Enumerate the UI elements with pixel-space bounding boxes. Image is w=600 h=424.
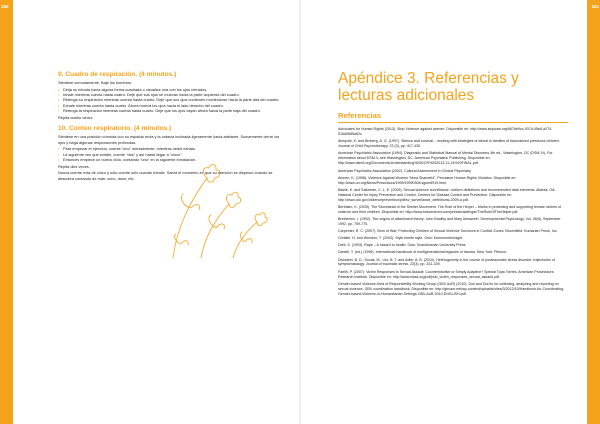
reference-entry: Advocates for Human Rights (2013). Stop Violence against women. Disponible en: http://www.stopvaw.org/667bb9cc-937d-45e8-a274-516d0685a62c.: [338, 127, 553, 137]
section-10-outro-repeat: Repita diez veces.: [58, 163, 90, 169]
references-heading: Referencias: [338, 111, 382, 121]
list-item: • Dirija su mirada hacia alguna forma cuadrada o visualice una con los ojos cerrados.: [58, 87, 286, 92]
reference-entry: Christie, H. and Weedon, T. (2003). Style meets style. Oslo: Kommuneforlaget.: [338, 236, 464, 241]
section-10-title: 10. Conteo respiratorio. (4 minutos.): [58, 125, 172, 133]
reference-entry: American Psychiatric Association (2002). Cultural Assessment in Clinical Psychiatry.: [338, 168, 472, 173]
section-9-steps: [58, 87, 286, 113]
section-9-outro: Repita cuatro veces.: [58, 114, 94, 120]
reference-entry: Bretherton, I. (1992). The origins of attachment theory: John Bowlby and Mary Ainsworth. Developmental Psychology, Vol. 28(5), September 1992, pp. 759-775.: [338, 216, 561, 226]
left-page: [13, 0, 299, 424]
reference-entry: Almqvist, K. and Broberg, A. G. (1997). Silence and survival – working with strategies of denial in families of traumatized preschool children. Journal of Child Psychotherapy, 23 (3), pp. 417-435.: [338, 139, 560, 149]
heading-divider: [338, 122, 568, 123]
list-item: • Para empezar el ejercicio, cuente “uno” mentalmente, mientras usted exhala.: [58, 146, 286, 151]
reference-entry: Faelih, P. (2007). Victim Responses to Sexual Assault: Counterintuitive or Simply Adaptive? Special Topic Series, American Prosecutors Research Institute. Disponible en: http://www.ndaa.org/pdf/pub_victim_responses_sexual_assault.pdf.: [338, 269, 554, 279]
decorative-flowers-illustration: [161, 148, 271, 260]
appendix-title: Apéndice 3. Referencias y lecturas adicionales: [338, 70, 519, 104]
reference-entry: Dickstein, B. D., Suvak, M., Litz, B. T. and Adler, A. B. (2010). Heterogeneity in the course of posttraumatic stress disorder: trajectories of symptomatology. Journal of traumatic stress, 23(3), pp. 331-339.: [338, 257, 555, 267]
reference-entry: Gender-based Violence Area of Responsibility Working Group (GBV AoR) (2010). Dos and Don’ts for collecting, analyzing and reporting on sexual violence. GBV coordination handbook. Disponible en: http://gbvaor.net/wp-content/uploads/sites/3/2012/10/Handbook-for-Coordinating-Gender-based-Violence-in-Humanitarian-Settings-GBV-AoR-2010-ENGLISH.pdf.: [338, 281, 565, 296]
list-item: • Entonces empiece un nuevo ciclo, contando “uno” en la siguiente exhalación.: [58, 157, 286, 162]
left-side-label: participación: [2, 70, 8, 99]
list-item: • Retenga su respiración mientras cuenta hasta cuatro. Deje que sus ojos continúen moviéndose hacia la parte alta del cuadro.: [58, 97, 286, 102]
right-column: [338, 71, 568, 299]
reference-entry: Basile, K. and Saltzman, C. L. E. (2009). Sexual violence surveillance: uniform definitions and recommended data elements. Atlanta, GA: National Center for Injury Prevention and Control, Centers for Disease Control and Prevention. Disponible en: http://www.cdc.gov/violenceprevention/pdf/sv_surveillance_definitionsl-2009-a.pdf.: [338, 187, 556, 202]
section-10-intro: Siéntese en una posición cómoda con su espalda recta y la cabeza inclinada ligeramente hacia adelante. Suavemente cierre los ojos y haga algunas respiraciones profundas.: [58, 134, 280, 145]
reference-entry: Berthiam, K. (2005). The Secretariat of the Shelter Movement. The Role of the Helper – Marks in protecting and supporting female victims of violence and their children. Disponible en: http://www.kriscentrum.com/presseraddingar/TheRoleOfTheHelper.pdf.: [338, 204, 561, 214]
reference-entry: Amnen, K. (1998). Violence Against Women “Most Shameful”, Pervasive Human Rights Violation. Disponible en: http://www.un.org/News/Press/docs/1999/19990308.sgsm6919.html.: [338, 175, 517, 185]
section-9-title: 9. Cuadro de respiración. (4 minutos.): [58, 71, 177, 78]
list-item: • Inhale mientras cuenta hasta cuatro. Deje que sus ojos se muevan hacia la parte izquierda del cuadro.: [58, 92, 286, 97]
reference-entry: Dahl, S. (1993). Rape – A hazard to health. Oslo: Scandinavian University Press.: [338, 243, 467, 248]
references-list: [338, 127, 568, 296]
right-page: [301, 0, 587, 424]
left-page-number: 180: [1, 4, 9, 9]
section-9-intro: Siéntese cómodamente. Baje los hombros.: [58, 80, 133, 85]
left-edge-strip: [0, 0, 13, 424]
list-item: • La siguiente vez que exhale, cuente “dos” y así hasta llegar a “cinco”.: [58, 152, 286, 157]
section-10-outro-note: Nunca cuente más de cinco y sólo cuente sólo cuando exhale. Sabrá el momento en que su atención se dispersó cuando se descubra contando de más: ocho, doce, etc.: [58, 170, 273, 181]
right-page-number: 181: [591, 4, 599, 9]
reference-entry: Carpenter, R. C. (2007). Born of War: Protecting Children of Sexual Violence Survivors in Conflict Zones. Bloomfield: Kumarian Press, Inc.: [338, 228, 558, 233]
list-item: • Retenga la respiración mientras cuenta hasta cuatro. Deje que los ojos vayan ahora hacia la parte baja del cuadro.: [58, 108, 286, 113]
reference-entry: American Psychiatric Association (1994). Diagnostic and Statistical Manual of Mental Disorders 4th ed., Washington, DC (DSM-IV). For information about DSM-V, see Washington, DC: American Psychiatric Publishing. Disponible en: http://www.dsm5.org/Documents/Understanding%20DCR%202013-11-14%20FINAL.pdf.: [338, 151, 553, 166]
reference-entry: Danieli, Y. (ed.) (1998). International handbook of multigenerational legacies of trauma. New York: Plenum.: [338, 250, 508, 255]
right-edge-strip: [587, 0, 600, 424]
list-item: • Exhale mientras cuenta hasta cuatro. Ahora mueva los ojos hacia el lado derecho del cuadro.: [58, 103, 286, 108]
right-side-label: apéndice: [592, 70, 598, 91]
